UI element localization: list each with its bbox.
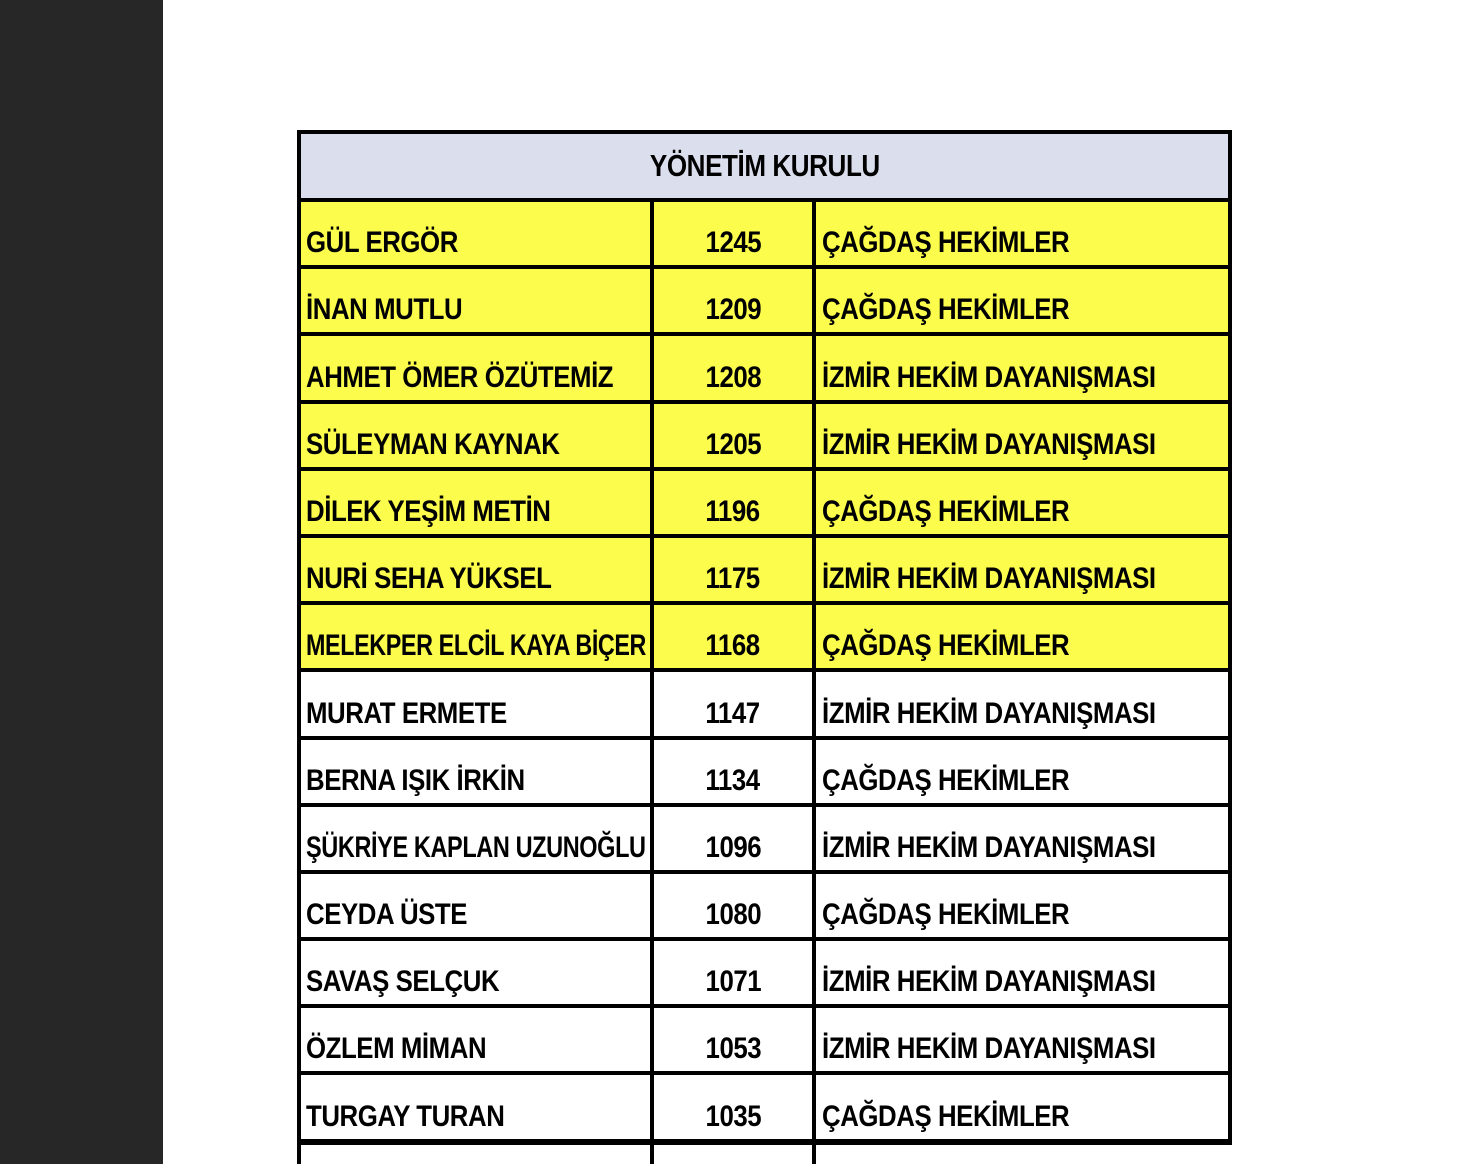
vote-count: 1175 bbox=[705, 562, 761, 596]
group-cell bbox=[816, 1008, 1228, 1071]
name-cell bbox=[301, 538, 654, 601]
votes-cell bbox=[654, 404, 816, 467]
group-cell bbox=[816, 1075, 1228, 1138]
group-cell bbox=[816, 538, 1228, 601]
table-title: YÖNETİM KURULU bbox=[649, 148, 880, 183]
group-cell bbox=[816, 269, 1228, 332]
vote-count: 1053 bbox=[705, 1032, 761, 1066]
candidate-name: ŞÜKRİYE KAPLAN UZUNOĞLU bbox=[306, 830, 646, 864]
group-name: ÇAĞDAŞ HEKİMLER bbox=[822, 1099, 1070, 1133]
table-row bbox=[297, 601, 1232, 668]
group-name: İZMİR HEKİM DAYANIŞMASI bbox=[822, 696, 1156, 730]
vote-count: 1134 bbox=[705, 763, 761, 797]
vote-count: 1096 bbox=[705, 830, 761, 864]
group-name: ÇAĞDAŞ HEKİMLER bbox=[822, 763, 1070, 797]
table-row bbox=[297, 668, 1232, 735]
candidate-name: BERNA IŞIK İRKİN bbox=[306, 763, 525, 797]
vote-count: 1245 bbox=[705, 226, 761, 260]
vote-count: 1209 bbox=[705, 293, 761, 327]
table-row bbox=[297, 265, 1232, 332]
table-row bbox=[297, 198, 1232, 265]
candidate-name: MELEKPER ELCİL KAYA BİÇER bbox=[306, 629, 647, 663]
candidate-name: DİLEK YEŞİM METİN bbox=[306, 494, 551, 528]
group-cell bbox=[816, 672, 1228, 735]
name-cell bbox=[301, 874, 654, 937]
vote-count: 1168 bbox=[705, 629, 761, 663]
group-cell bbox=[816, 605, 1228, 668]
name-cell bbox=[301, 404, 654, 467]
table-title-row bbox=[297, 130, 1232, 198]
name-cell bbox=[301, 471, 654, 534]
candidate-name: CEYDA ÜSTE bbox=[306, 898, 468, 932]
votes-cell bbox=[654, 1008, 816, 1071]
votes-cell bbox=[654, 1145, 816, 1164]
votes-cell bbox=[654, 336, 816, 399]
name-cell bbox=[301, 605, 654, 668]
candidate-name: ÖZLEM MİMAN bbox=[306, 1032, 487, 1066]
votes-cell bbox=[654, 202, 816, 265]
group-cell bbox=[816, 471, 1228, 534]
group-name: ÇAĞDAŞ HEKİMLER bbox=[822, 494, 1070, 528]
vote-count: 1071 bbox=[705, 965, 761, 999]
document-page bbox=[163, 0, 1466, 1164]
candidate-name: SÜLEYMAN KAYNAK bbox=[306, 427, 560, 461]
votes-cell bbox=[654, 874, 816, 937]
table-row bbox=[297, 937, 1232, 1004]
votes-cell bbox=[654, 672, 816, 735]
group-name: İZMİR HEKİM DAYANIŞMASI bbox=[822, 965, 1156, 999]
name-cell bbox=[301, 269, 654, 332]
name-cell bbox=[301, 1008, 654, 1071]
vote-count: 1196 bbox=[705, 494, 761, 528]
yonetim-kurulu-table bbox=[297, 130, 1232, 1164]
group-name: ÇAĞDAŞ HEKİMLER bbox=[822, 898, 1070, 932]
candidate-name: SAVAŞ SELÇUK bbox=[306, 965, 500, 999]
candidate-name: İNAN MUTLU bbox=[306, 293, 463, 327]
candidate-name: NURİ SEHA YÜKSEL bbox=[306, 562, 552, 596]
group-cell bbox=[816, 941, 1228, 1004]
name-cell bbox=[301, 202, 654, 265]
group-name: ÇAĞDAŞ HEKİMLER bbox=[822, 226, 1070, 260]
candidate-name: MURAT ERMETE bbox=[306, 696, 507, 730]
group-name: ÇAĞDAŞ HEKİMLER bbox=[822, 293, 1070, 327]
group-cell bbox=[816, 404, 1228, 467]
votes-cell bbox=[654, 471, 816, 534]
votes-cell bbox=[654, 941, 816, 1004]
table-row bbox=[297, 332, 1232, 399]
group-cell bbox=[816, 740, 1228, 803]
vote-count: 1208 bbox=[705, 360, 761, 394]
name-cell bbox=[301, 672, 654, 735]
group-name: İZMİR HEKİM DAYANIŞMASI bbox=[822, 562, 1156, 596]
group-cell bbox=[816, 874, 1228, 937]
votes-cell bbox=[654, 807, 816, 870]
table-row-partial bbox=[297, 1139, 1232, 1164]
group-name: İZMİR HEKİM DAYANIŞMASI bbox=[822, 830, 1156, 864]
name-cell bbox=[301, 807, 654, 870]
table-row bbox=[297, 803, 1232, 870]
table-row bbox=[297, 870, 1232, 937]
name-cell bbox=[301, 1145, 654, 1164]
group-cell bbox=[816, 807, 1228, 870]
vote-count: 1147 bbox=[705, 696, 761, 730]
table-row bbox=[297, 1004, 1232, 1071]
votes-cell bbox=[654, 1075, 816, 1138]
group-name: İZMİR HEKİM DAYANIŞMASI bbox=[822, 1032, 1156, 1066]
vote-count: 1080 bbox=[705, 898, 761, 932]
name-cell bbox=[301, 941, 654, 1004]
group-cell bbox=[816, 336, 1228, 399]
candidate-name: TURGAY TURAN bbox=[306, 1099, 505, 1133]
table-body bbox=[297, 198, 1232, 1164]
vote-count: 1035 bbox=[705, 1099, 761, 1133]
group-cell bbox=[816, 202, 1228, 265]
name-cell bbox=[301, 336, 654, 399]
votes-cell bbox=[654, 740, 816, 803]
name-cell bbox=[301, 740, 654, 803]
table-row bbox=[297, 736, 1232, 803]
group-cell bbox=[816, 1145, 1232, 1164]
votes-cell bbox=[654, 269, 816, 332]
table-row bbox=[297, 1071, 1232, 1138]
table-row bbox=[297, 534, 1232, 601]
table-row bbox=[297, 467, 1232, 534]
name-cell bbox=[301, 1075, 654, 1138]
group-name: İZMİR HEKİM DAYANIŞMASI bbox=[822, 427, 1156, 461]
group-name: ÇAĞDAŞ HEKİMLER bbox=[822, 629, 1070, 663]
group-name: İZMİR HEKİM DAYANIŞMASI bbox=[822, 360, 1156, 394]
candidate-name: AHMET ÖMER ÖZÜTEMİZ bbox=[306, 360, 614, 394]
viewer-dark-margin bbox=[0, 0, 163, 1164]
table-row bbox=[297, 400, 1232, 467]
votes-cell bbox=[654, 538, 816, 601]
votes-cell bbox=[654, 605, 816, 668]
candidate-name: GÜL ERGÖR bbox=[306, 226, 458, 260]
vote-count: 1205 bbox=[705, 427, 761, 461]
